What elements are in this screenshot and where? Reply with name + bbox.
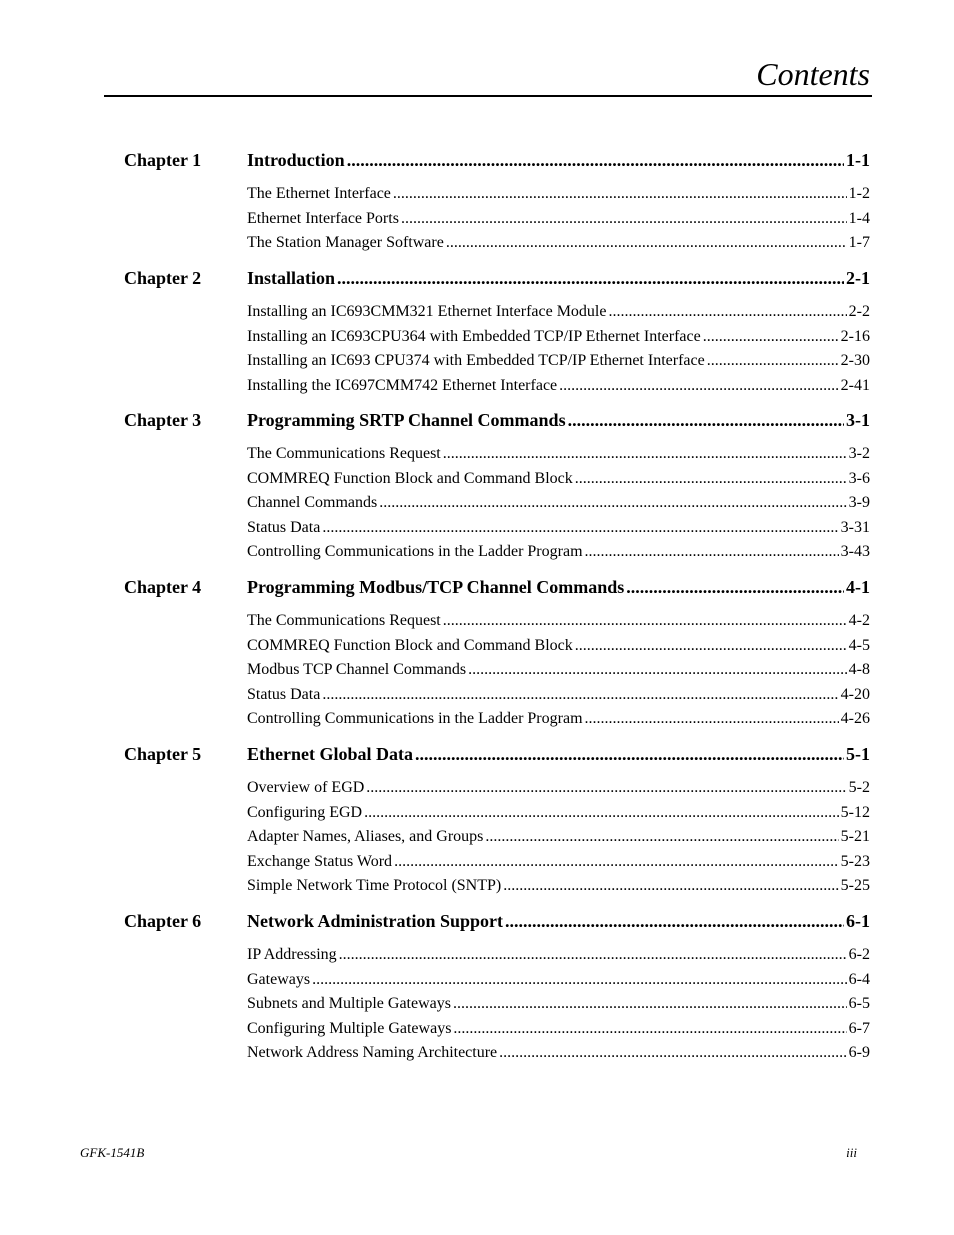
toc-entry-title: Adapter Names, Aliases, and Groups — [247, 828, 484, 845]
toc-entry-page-number: 6-9 — [848, 1044, 870, 1061]
toc-entry-page-number: 5-25 — [840, 877, 870, 894]
toc-entry-title: Subnets and Multiple Gateways — [247, 995, 451, 1012]
toc-entry-title: The Ethernet Interface — [247, 185, 391, 202]
dot-leader — [453, 1019, 846, 1039]
dot-leader — [415, 742, 844, 766]
toc-entry-page-number: 2-30 — [840, 352, 870, 369]
toc-entry-page-number: 2-41 — [840, 376, 870, 394]
dot-leader — [626, 575, 844, 599]
toc-entry-link[interactable] — [247, 778, 870, 798]
toc-entry-title: Configuring Multiple Gateways — [247, 1019, 452, 1037]
toc-entry-title: The Station Manager Software — [247, 234, 444, 251]
dot-leader — [366, 778, 846, 798]
dot-leader — [364, 803, 839, 823]
toc-entry-title: Gateways — [247, 970, 311, 988]
toc-entry-link[interactable] — [247, 351, 870, 371]
chapter-title: Ethernet Global Data — [247, 744, 413, 764]
toc-entry-link[interactable] — [247, 184, 870, 204]
chapter-heading-link[interactable] — [247, 408, 870, 432]
chapter-page-number: 1-1 — [846, 150, 870, 170]
toc-entry-title: Installing the IC697CMM742 Ethernet Interface — [247, 376, 558, 394]
toc-entry-title: Exchange Status Word — [247, 852, 393, 870]
dot-leader — [446, 233, 847, 253]
dot-leader — [585, 709, 839, 729]
chapter-page-number: 2-1 — [846, 268, 870, 288]
chapter-heading-link[interactable] — [247, 909, 870, 933]
toc-entry-link[interactable] — [247, 469, 870, 489]
toc-entry-page-number: 3-31 — [840, 518, 870, 536]
toc-entry-link[interactable] — [247, 233, 870, 253]
dot-leader — [585, 542, 839, 562]
page-title: Contents — [756, 56, 870, 92]
toc-entry-title: Installing an IC693 CPU374 with Embedded TCP/IP Ethernet Interface — [247, 352, 705, 369]
toc-entry-title: COMMREQ Function Block and Command Block — [247, 636, 573, 654]
chapter-heading-link[interactable] — [247, 742, 870, 766]
toc-entry-page-number: 1-7 — [848, 234, 870, 251]
chapter-label: Chapter 6 — [124, 911, 202, 931]
toc-entry-title: Status Data — [247, 685, 321, 703]
toc-entry-link[interactable] — [247, 970, 870, 990]
toc-entry-page-number: 3-6 — [848, 469, 870, 487]
toc-entry-title: Controlling Communications in the Ladder Program — [247, 710, 583, 727]
toc-entry-link[interactable] — [247, 1043, 870, 1063]
toc-entry-title: The Communications Request — [247, 612, 441, 629]
dot-leader — [443, 444, 847, 464]
chapter-title: Installation — [247, 268, 336, 288]
toc-entry-link[interactable] — [247, 827, 870, 847]
chapter-label: Chapter 4 — [124, 577, 202, 597]
toc-entry-page-number: 2-16 — [840, 327, 870, 345]
chapter-label: Chapter 2 — [124, 268, 202, 288]
toc-entry-link[interactable] — [247, 376, 870, 396]
page-number: iii — [846, 1145, 857, 1160]
chapter-title: Network Administration Support — [247, 911, 504, 931]
toc-entry-page-number: 6-2 — [848, 946, 870, 963]
chapter-heading-link[interactable] — [247, 148, 870, 172]
chapter-label: Chapter 5 — [124, 744, 202, 764]
chapter-label: Chapter 3 — [124, 410, 202, 430]
toc-entry-page-number: 1-2 — [848, 185, 870, 202]
toc-entry-link[interactable] — [247, 302, 870, 322]
toc-entry-title: Network Address Naming Architecture — [247, 1044, 498, 1061]
chapter-page-number: 5-1 — [846, 744, 870, 764]
toc-entry-page-number: 2-2 — [848, 303, 870, 320]
toc-entry-link[interactable] — [247, 636, 870, 656]
toc-entry-title: Configuring EGD — [247, 803, 363, 821]
dot-leader — [453, 994, 847, 1014]
toc-entry-title: IP Addressing — [247, 946, 337, 963]
toc-entry-title: Status Data — [247, 518, 321, 536]
toc-entry-link[interactable] — [247, 327, 870, 347]
toc-entry-link[interactable] — [247, 444, 870, 464]
dot-leader — [575, 636, 847, 656]
toc-entry-title: Controlling Communications in the Ladder Program — [247, 543, 583, 560]
dot-leader — [401, 209, 847, 229]
toc-entry-link[interactable] — [247, 518, 870, 538]
chapter-label: Chapter 1 — [124, 150, 202, 170]
toc-entry-page-number: 5-2 — [848, 779, 870, 796]
toc-entry-title: Simple Network Time Protocol (SNTP) — [247, 877, 502, 894]
toc-entry-link[interactable] — [247, 876, 870, 896]
toc-entry-link[interactable] — [247, 852, 870, 872]
toc-entry-link[interactable] — [247, 611, 870, 631]
toc-entry-link[interactable] — [247, 803, 870, 823]
dot-leader — [707, 351, 839, 371]
toc-entry-link[interactable] — [247, 685, 870, 705]
toc-entry-title: Installing an IC693CMM321 Ethernet Interface Module — [247, 303, 607, 320]
toc-entry-page-number: 5-21 — [840, 828, 870, 845]
document-number: GFK-1541B — [80, 1145, 145, 1160]
title-rule — [104, 95, 872, 97]
toc-entry-page-number: 4-2 — [848, 612, 870, 629]
dot-leader — [703, 327, 839, 347]
toc-entry-page-number: 6-4 — [848, 970, 870, 988]
dot-leader — [393, 184, 847, 204]
toc-entry-title: Installing an IC693CPU364 with Embedded TCP/IP Ethernet Interface — [247, 327, 701, 345]
toc-entry-link[interactable] — [247, 493, 870, 513]
dot-leader — [559, 376, 839, 396]
toc-entry-page-number: 3-43 — [840, 543, 870, 560]
dot-leader — [379, 493, 846, 513]
dot-leader — [485, 827, 838, 847]
chapter-title: Programming SRTP Channel Commands — [247, 410, 566, 430]
toc-entry-title: Overview of EGD — [247, 779, 365, 796]
toc-entry-page-number: 5-23 — [840, 852, 870, 870]
toc-entry-link[interactable] — [247, 209, 870, 229]
toc-entry-page-number: 4-5 — [848, 636, 870, 654]
dot-leader — [394, 852, 839, 872]
toc-entry-link[interactable] — [247, 709, 870, 729]
toc-entry-title: Modbus TCP Channel Commands — [247, 661, 467, 678]
dot-leader — [468, 660, 847, 680]
toc-entry-page-number: 5-12 — [840, 803, 870, 821]
chapter-heading-link[interactable] — [247, 575, 870, 599]
toc-entry-link[interactable] — [247, 945, 870, 965]
dot-leader — [608, 302, 846, 322]
dot-leader — [322, 518, 838, 538]
chapter-page-number: 3-1 — [846, 410, 870, 430]
toc-entry-link[interactable] — [247, 994, 870, 1014]
chapter-page-number: 6-1 — [846, 911, 870, 931]
toc-entry-page-number: 1-4 — [848, 209, 870, 227]
toc-entry-page-number: 6-5 — [848, 995, 870, 1012]
toc-entry-title: The Communications Request — [247, 445, 441, 462]
dot-leader — [347, 148, 844, 172]
toc-entry-link[interactable] — [247, 660, 870, 680]
dot-leader — [312, 970, 847, 990]
chapter-heading-link[interactable] — [247, 266, 870, 290]
dot-leader — [505, 909, 844, 933]
toc-entry-page-number: 3-9 — [848, 494, 870, 511]
chapter-page-number: 4-1 — [846, 577, 870, 597]
toc-entry-page-number: 6-7 — [848, 1019, 870, 1037]
toc-entry-title: COMMREQ Function Block and Command Block — [247, 469, 573, 487]
dot-leader — [503, 876, 838, 896]
toc-entry-link[interactable] — [247, 542, 870, 562]
toc-entry-page-number: 4-20 — [840, 685, 870, 703]
chapter-title: Programming Modbus/TCP Channel Commands — [247, 577, 625, 597]
dot-leader — [568, 408, 844, 432]
chapter-title: Introduction — [247, 150, 345, 170]
toc-entry-page-number: 4-26 — [840, 710, 870, 727]
toc-entry-page-number: 4-8 — [848, 661, 870, 678]
dot-leader — [337, 266, 844, 290]
dot-leader — [575, 469, 847, 489]
dot-leader — [339, 945, 847, 965]
dot-leader — [322, 685, 838, 705]
toc-entry-title: Channel Commands — [247, 494, 378, 511]
dot-leader — [443, 611, 847, 631]
dot-leader — [499, 1043, 847, 1063]
toc-entry-link[interactable] — [247, 1019, 870, 1039]
toc-entry-page-number: 3-2 — [848, 445, 870, 462]
toc-entry-title: Ethernet Interface Ports — [247, 209, 399, 227]
